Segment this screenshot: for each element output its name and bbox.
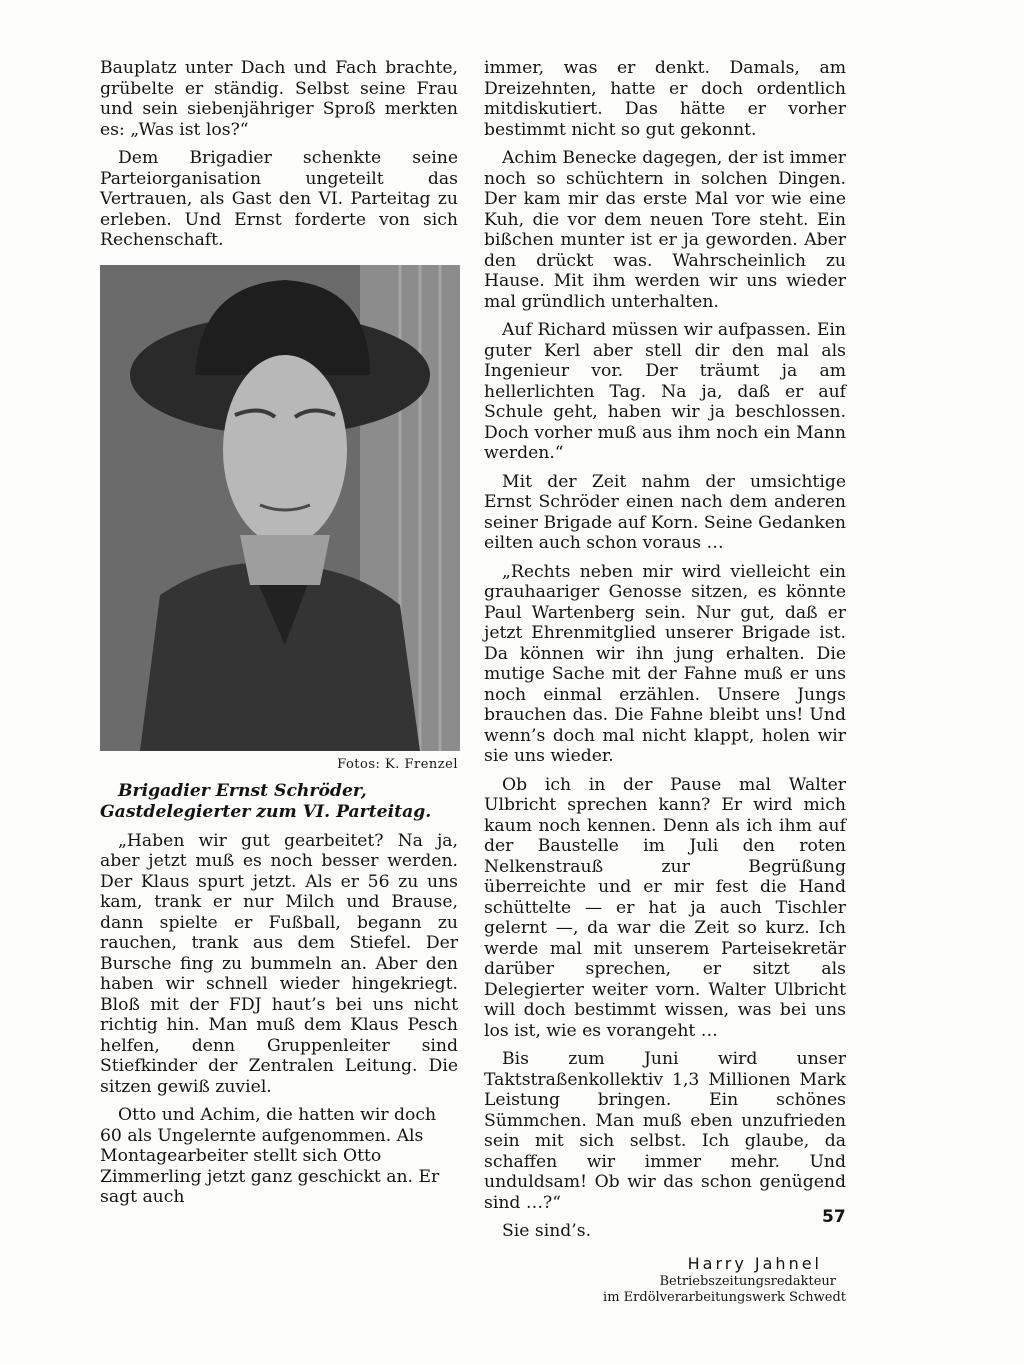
paragraph: Otto und Achim, die hatten wir doch 60 als Ungelernte aufgenommen. Als Montagearbeiter stellt sich Otto Zimmerling jetzt ganz geschickt an. Er sagt auch: [100, 1105, 440, 1207]
byline: [484, 1254, 846, 1307]
paragraph: Sie sind’s.: [502, 1221, 592, 1241]
paragraph: Mit der Zeit nahm der umsichtige Ernst Schröder einen nach dem anderen seiner Brigade auf Korn. Seine Gedanken eilten auch schon voraus …: [484, 471, 846, 553]
author-name: Harry Jahnel: [687, 1253, 822, 1273]
paragraph: immer, was er denkt. Damals, am Dreizehnten, hatte er doch ordentlich mitdiskutiert. Das hätte er vorher bestimmt nicht so gut gekonnt.: [484, 58, 846, 140]
page-number: 57: [822, 1207, 846, 1227]
paragraph: Bis zum Juni wird unser Taktstraßenkollektiv 1,3 Millionen Mark Leistung bringen. Ein schönes Sümmchen. Man muß eben unzufrieden sein mit sich selbst. Ich glaube, da schaffen wir immer mehr. Und unduldsam! Ob wir das schon genügend sind …?“: [484, 1049, 846, 1213]
paragraph: Bauplatz unter Dach und Fach brachte, grübelte er ständig. Selbst seine Frau und sein siebenjähriger Sproß merkten es: „Was ist los?“: [100, 58, 458, 140]
paragraph: Auf Richard müssen wir aufpassen. Ein guter Kerl aber stell dir den mal als Ingenieur vor. Der träumt ja am hellerlichten Tag. Na ja, daß er auf Schule geht, haben wir ja beschlossen. Doch vorher muß aus ihm noch ein Mann werden.“: [484, 320, 846, 463]
photo-caption: Brigadier Ernst Schröder, Gastdelegierter zum VI. Parteitag.: [100, 780, 432, 822]
paragraph: Dem Brigadier schenkte seine Parteiorganisation ungeteilt das Vertrauen, als Gast den VI. Parteitag zu erleben. Und Ernst forderte von sich Rechenschaft.: [100, 148, 458, 250]
author-role: Betriebszeitungsredakteur: [659, 1274, 836, 1289]
photo-credit: Fotos: K. Frenzel: [337, 756, 458, 772]
paragraph: „Rechts neben mir wird vielleicht ein grauhaariger Genosse sitzen, es könnte Paul Wartenberg sein. Nur gut, daß er jetzt Ehrenmitglied unserer Brigade ist. Da können wir ihn jung erhalten. Die mutige Sache mit der Fahne muß er uns noch einmal erzählen. Unsere Jungs brauchen das. Die Fahne bleibt uns! Und wenn’s doch mal nicht klappt, holen wir sie uns wieder.: [484, 561, 846, 766]
paragraph: Ob ich in der Pause mal Walter Ulbricht sprechen kann? Er wird mich kaum noch kennen. Denn als ich ihm auf der Baustelle im Juli den roten Nelkenstrauß zur Begrüßung überreichte und er mir fest die Hand schüttelte — er hat ja auch Tischler gelernt —, da war die Zeit so kurz. Ich werde mal mit unserem Parteisekretär darüber sprechen, er sitzt als Delegierter weiter vorn. Walter Ulbricht will doch bestimmt wissen, was bei uns los ist, wie es vorangeht …: [484, 774, 846, 1041]
portrait-illustration: [100, 265, 460, 751]
author-affiliation: im Erdölverarbeitungswerk Schwedt: [603, 1290, 846, 1305]
portrait-photo: [100, 265, 460, 751]
paragraph: Achim Benecke dagegen, der ist immer noch so schüchtern in solchen Dingen. Der kam mir das erste Mal vor wie eine Kuh, die vor dem neuen Tore steht. Ein bißchen munter ist er ja geworden. Aber den drückt was. Wahrscheinlich zu Hause. Mit ihm werden wir uns wieder mal gründlich unterhalten.: [484, 148, 846, 312]
paragraph: „Haben wir gut gearbeitet? Na ja, aber jetzt muß es noch besser werden. Der Klaus spurt jetzt. Als er 56 zu uns kam, trank er nur Milch und Brause, dann spielte er Fußball, begann zu rauchen, trank aus dem Stiefel. Der Bursche fing zu bummeln an. Aber den haben wir schnell wieder hingekriegt. Bloß mit der FDJ haut’s bei uns nicht richtig hin. Man muß dem Klaus Pesch helfen, denn Gruppenleiter sind Stiefkinder der Zentralen Leitung. Die sitzen gewiß zuviel.: [100, 830, 458, 1097]
right-column: [484, 58, 846, 1306]
left-column: [100, 58, 458, 1216]
